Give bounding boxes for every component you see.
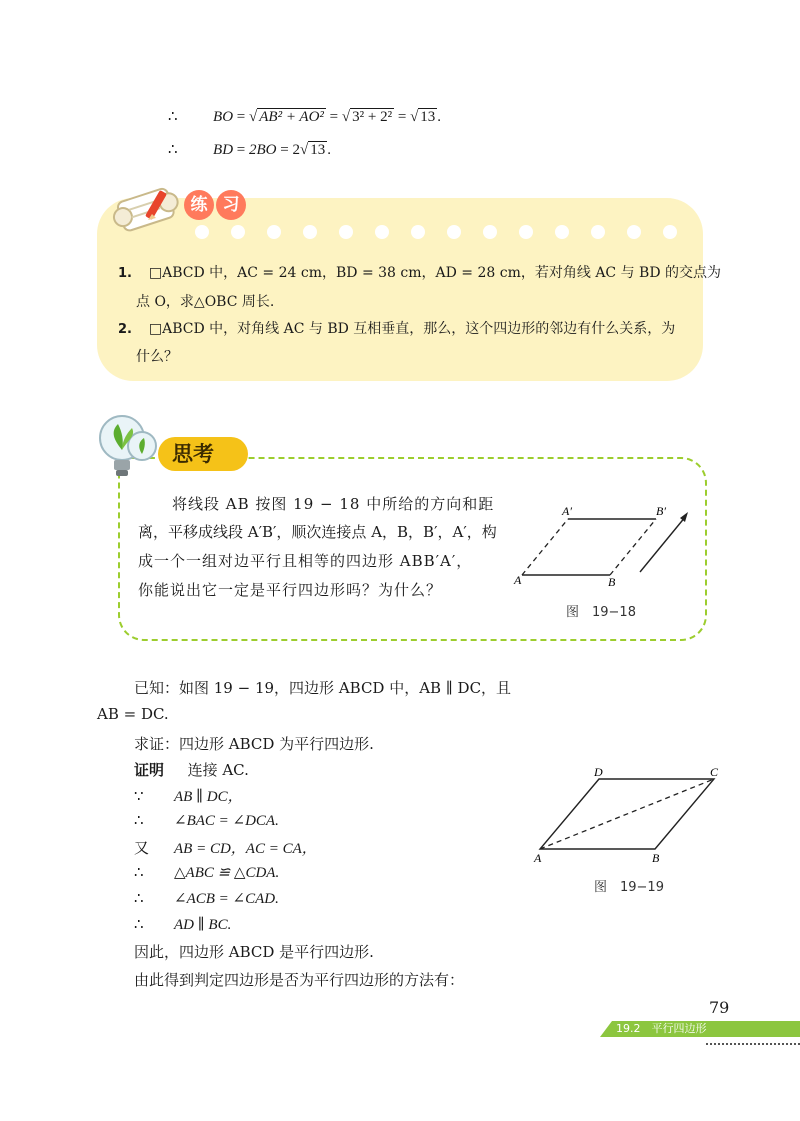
- math-lhs: BO: [213, 109, 234, 125]
- proof-start-line: [134, 759, 249, 780]
- math-lhs: BD: [213, 142, 234, 158]
- math-line-bd: [168, 140, 331, 159]
- think-text-line: 你能说出它一定是平行四边形吗？为什么？: [138, 581, 443, 599]
- item-number: 1.: [118, 266, 132, 281]
- practice-item-text: □ABCD 中，AC = 24 cm，BD = 38 cm，AD = 28 cm，若对角线 AC 与 BD 的交点为: [148, 265, 722, 281]
- radical-sign: √: [410, 109, 419, 125]
- point-label: C: [710, 765, 719, 779]
- think-title: 思考: [158, 437, 248, 471]
- point-label: B′: [656, 504, 666, 518]
- step-text: AB ∥ DC，: [174, 789, 243, 805]
- page-number: 79: [709, 998, 730, 1017]
- equals-sign: =: [236, 109, 246, 125]
- think-text-line: 成一个一组对边平行且相等的四边形 ABB′A′，: [138, 552, 473, 570]
- conclusion-line: 因此，四边形 ABCD 是平行四边形.: [134, 943, 374, 961]
- coefficient: 2: [292, 142, 300, 158]
- math-line-bo: [168, 107, 441, 126]
- step-text: △ABC ≌ △CDA.: [174, 865, 280, 881]
- step-symbol: ∴: [134, 889, 144, 907]
- practice-item-1-line1: [118, 262, 721, 282]
- practice-item-text: □ABCD 中，对角线 AC 与 BD 互相垂直，那么，这个四边形的邻边有什么关系，为: [148, 321, 676, 337]
- step-text: AD ∥ BC.: [174, 917, 232, 933]
- equals-sign: =: [397, 109, 407, 125]
- step-symbol: ∴: [134, 915, 144, 933]
- point-label: A′: [562, 504, 572, 518]
- proof-step: [134, 837, 317, 858]
- math-mid: 2BO: [249, 142, 277, 158]
- equals-sign: =: [329, 109, 339, 125]
- period: .: [437, 109, 442, 125]
- step-text: ∠BAC = ∠DCA.: [174, 813, 279, 829]
- sqrt-numbers: 3² + 2²: [352, 109, 393, 125]
- sqrt-13: 13: [310, 142, 326, 158]
- step-symbol: ∴: [134, 863, 144, 881]
- point-label: B: [652, 851, 660, 865]
- practice-item-2-line2: 什么？: [136, 349, 178, 365]
- proof-step: [134, 915, 231, 934]
- practice-title-char: 习: [216, 190, 246, 220]
- figure-19-18: [510, 500, 700, 595]
- step-symbol: 又: [134, 839, 150, 857]
- proof-first-step: 连接 AC.: [187, 761, 249, 779]
- proof-step: [134, 785, 243, 806]
- figure-caption: 图 19−18: [566, 605, 636, 620]
- period: .: [327, 142, 331, 158]
- radical-sign: √: [249, 109, 258, 125]
- proof-step: [134, 863, 279, 882]
- lightbulb-icon: [92, 410, 164, 482]
- point-label: A: [514, 573, 522, 587]
- footer-dotted-rule: [706, 1043, 800, 1045]
- practice-title-char: 练: [184, 190, 214, 220]
- given-line-2: AB = DC.: [97, 705, 169, 723]
- method-intro-line: 由此得到判定四边形是否为平行四边形的方法有：: [134, 971, 465, 989]
- practice-item-1-line2: 点 O，求△OBC 周长.: [136, 294, 275, 310]
- equals-sign: =: [236, 142, 246, 158]
- radical-sign: √: [341, 109, 351, 125]
- equals-sign: =: [280, 142, 289, 158]
- figure-19-19: [530, 762, 730, 867]
- scroll-pencil-icon: [108, 180, 188, 240]
- figure-caption: 图 19−19: [594, 880, 664, 895]
- item-number: 2.: [118, 322, 132, 337]
- point-label: B: [608, 575, 616, 589]
- proof-step: [134, 889, 279, 908]
- think-text-line: 将线段 AB 按图 19 − 18 中所给的方向和距: [172, 495, 495, 513]
- proof-label: 证明: [134, 761, 165, 779]
- section-footer-label: 19.2 平行四边形: [616, 1022, 707, 1035]
- prove-line: 求证：四边形 ABCD 为平行四边形.: [134, 735, 374, 753]
- therefore-symbol: ∴: [168, 142, 178, 158]
- step-symbol: ∵: [134, 787, 144, 805]
- sqrt-13: 13: [420, 109, 436, 125]
- sqrt-ab-ao: AB² + AO²: [259, 109, 324, 125]
- practice-item-2-line1: [118, 318, 675, 338]
- given-line-1: 已知：如图 19 − 19，四边形 ABCD 中，AB ∥ DC，且: [134, 679, 512, 697]
- point-label: D: [594, 765, 603, 779]
- step-symbol: ∴: [134, 811, 144, 829]
- proof-step: [134, 811, 279, 830]
- think-text-line: 离，平移成线段 A′B′，顺次连接点 A，B，B′，A′，构: [138, 523, 497, 541]
- step-text: ∠ACB = ∠CAD.: [174, 891, 279, 907]
- radical-sign: √: [299, 142, 309, 158]
- point-label: A: [534, 851, 542, 865]
- step-text: AB = CD，AC = CA，: [174, 841, 317, 857]
- therefore-symbol: ∴: [168, 109, 178, 125]
- practice-dot-row: [195, 225, 690, 239]
